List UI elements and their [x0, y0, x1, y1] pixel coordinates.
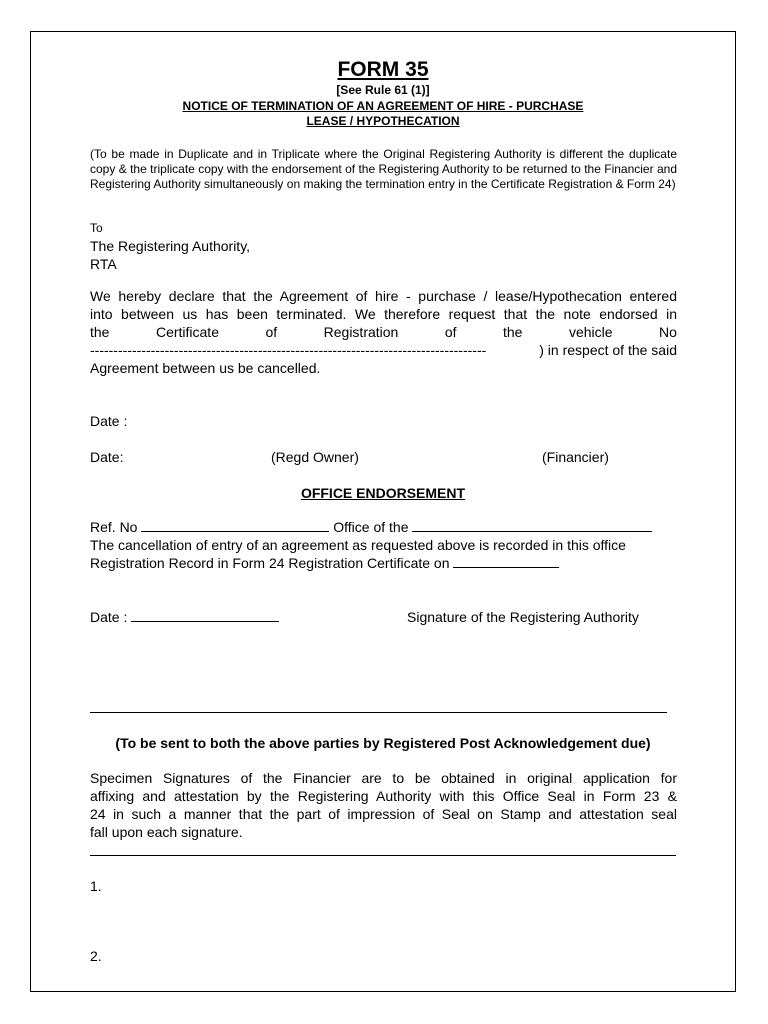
declaration-word: No [659, 324, 677, 340]
office-date-line [90, 608, 279, 626]
specimen-line3: 24 in such a manner that the part of impression of Seal on Stamp and attestation seal [90, 806, 677, 822]
signature-slot-2: 2. [90, 948, 102, 964]
specimen-line4: fall upon each signature. [90, 824, 243, 840]
office-of-blank [412, 518, 652, 532]
ref-line [90, 518, 680, 536]
registered-post-note: (To be sent to both the above parties by Registered Post Acknowledgement due) [115, 735, 651, 751]
declaration-word: Certificate [155, 324, 219, 340]
instruction-note: (To be made in Duplicate and in Triplicate where the Original Registering Authority is different the duplicate copy & the triplicate copy with the endorsement of the Registering Authority to be returned to the Financier and Registering Authority simultaneously on making the termination entry in the Certificate Registration & Form 24) [90, 147, 677, 191]
specimen-paragraph [90, 769, 677, 841]
date-label-2: Date: [90, 449, 124, 465]
cancellation-line: The cancellation of entry of an agreement as requested above is recorded in this office [90, 537, 626, 553]
declaration-word: the [90, 324, 110, 340]
declaration-line4-end: ) in respect of the said [539, 342, 677, 358]
form-heading-line1: NOTICE OF TERMINATION OF AN AGREEMENT OF HIRE - PURCHASE [182, 99, 584, 113]
separator-line-1 [90, 712, 667, 713]
signature-registering-authority: Signature of the Registering Authority [407, 609, 639, 625]
rule-reference: [See Rule 61 (1)] [336, 83, 430, 97]
declaration-line4 [90, 341, 677, 359]
declaration-line1: We hereby declare that the Agreement of hire - purchase / lease/Hypothecation entered [90, 288, 677, 304]
vehicle-number-blank: ------------------------------------------------------------------------------------- [90, 342, 487, 358]
office-endorsement-title: OFFICE ENDORSEMENT [300, 485, 466, 501]
separator-line-2 [90, 855, 676, 856]
office-date-label: Date : [90, 609, 128, 625]
ref-no-label: Ref. No [90, 519, 138, 535]
specimen-line2: affixing and attestation by the Registering Authority with this Office Seal in Form 23 & [90, 788, 677, 804]
financier-label: (Financier) [542, 449, 609, 465]
declaration-word: vehicle [568, 324, 613, 340]
address-line1: The Registering Authority, [90, 238, 251, 254]
registration-record-text: Registration Record in Form 24 Registration Certificate on [90, 555, 450, 571]
address-to: To [90, 221, 103, 235]
form-heading-line2: LEASE / HYPOTHECATION [306, 114, 460, 128]
declaration-line5: Agreement between us be cancelled. [90, 360, 321, 376]
address-line2: RTA [90, 256, 117, 272]
declaration-line3 [90, 323, 677, 341]
specimen-line1: Specimen Signatures of the Financier are to be obtained in original application for [90, 770, 677, 786]
regd-owner-label: (Regd Owner) [271, 449, 359, 465]
declaration-word: of [444, 324, 457, 340]
declaration-paragraph [90, 287, 677, 377]
ref-no-blank [141, 518, 329, 532]
registration-record-line [90, 554, 559, 572]
office-of-label: Office of the [333, 519, 409, 535]
declaration-word: Registration [323, 324, 399, 340]
form-title: FORM 35 [337, 58, 429, 81]
certificate-date-blank [453, 554, 559, 568]
declaration-word: of [265, 324, 278, 340]
signature-slot-1: 1. [90, 878, 102, 894]
declaration-line2: into between us has been terminated. We therefore request that the note endorsed in [90, 306, 677, 322]
date-label-1: Date : [90, 413, 128, 429]
office-date-blank [131, 608, 279, 622]
declaration-word: the [503, 324, 523, 340]
